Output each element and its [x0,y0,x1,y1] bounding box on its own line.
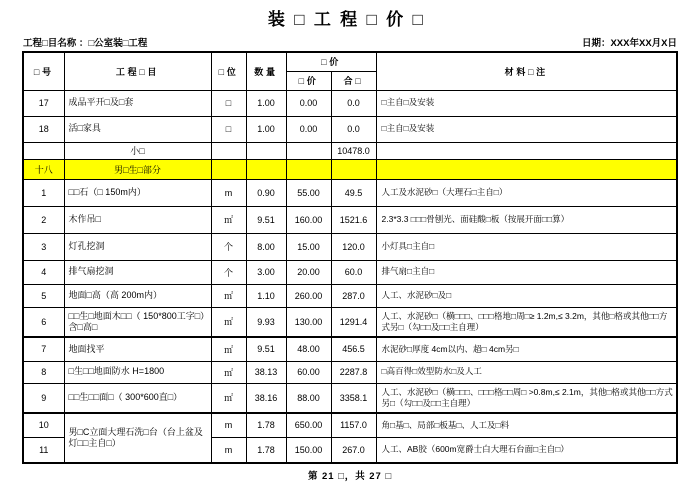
item-cell: 活□家具 [64,116,211,142]
col-header-serial: □号 [23,52,64,90]
table-row [23,233,677,260]
total-price-cell [331,159,376,179]
table-row [23,90,677,116]
serial-cell: 6 [23,307,64,337]
table-row [23,284,677,307]
table-row [23,307,677,337]
unit-price-cell: 48.00 [286,337,331,361]
quantity-cell: 0.90 [246,179,286,206]
total-price-cell: 0.0 [331,116,376,142]
quantity-cell: 1.00 [246,116,286,142]
serial-cell: 17 [23,90,64,116]
section-header-row [23,159,677,179]
quantity-cell: 9.51 [246,206,286,233]
unit-cell [211,142,246,159]
unit-cell: m [211,179,246,206]
material-note-cell: □高百得□效型防水□及人工 [376,361,677,383]
material-note-cell: □主自□及安装 [376,116,677,142]
subtotal-label-cell: 小□ [64,142,211,159]
unit-cell: ㎡ [211,284,246,307]
quantity-cell: 1.10 [246,284,286,307]
item-cell: □□生□□面□（ 300*600直□） [64,383,211,413]
material-note-cell: 人工、水泥砂□（横□□□、□□□格地□周□≥ 1.2m,≤ 3.2m，其他□格或其他□□方式另□（勾□□及□□主自理） [376,307,677,337]
quantity-cell: 1.78 [246,413,286,437]
unit-price-cell: 20.00 [286,260,331,284]
col-header-quantity: 数量 [246,52,286,90]
item-cell: 成品平开□及□套 [64,90,211,116]
project-name-label: 工程□目名称 ：□公室装□工程 [23,38,148,49]
material-note-cell: □主自□及安装 [376,90,677,116]
table-row [23,116,677,142]
serial-cell: 3 [23,233,64,260]
item-cell: □生□□地面防水 H=1800 [64,361,211,383]
quantity-cell: 38.16 [246,383,286,413]
serial-cell: 9 [23,383,64,413]
quantity-cell: 3.00 [246,260,286,284]
unit-cell: ㎡ [211,383,246,413]
unit-price-cell [286,142,331,159]
section-title-cell: 男□生□部分 [64,159,211,179]
unit-cell: 个 [211,233,246,260]
serial-cell: 7 [23,337,64,361]
unit-cell: ㎡ [211,307,246,337]
total-price-cell: 60.0 [331,260,376,284]
col-header-price-group: □价 [286,52,376,71]
unit-price-cell: 60.00 [286,361,331,383]
quantity-cell [246,142,286,159]
item-cell: 地面找平 [64,337,211,361]
total-price-cell: 49.5 [331,179,376,206]
unit-cell: □ [211,116,246,142]
item-cell: 排气扇挖洞 [64,260,211,284]
table-row [23,361,677,383]
section-number-cell: 十八 [23,159,64,179]
material-note-cell: 人工及水泥砂□（大理石□主自□） [376,179,677,206]
total-price-cell: 3358.1 [331,383,376,413]
table-header-row [23,52,677,71]
col-header-item: 工程□目 [64,52,211,90]
material-note-cell: 角□基□、局部□板基□、人工及□料 [376,413,677,437]
unit-price-cell: 0.00 [286,90,331,116]
quantity-cell: 9.93 [246,307,286,337]
total-price-cell: 1157.0 [331,413,376,437]
item-cell-merged: 男□C立面大理石洗□台（台上盆及灯□□主自□） [64,413,211,463]
table-row [23,179,677,206]
unit-price-cell: 88.00 [286,383,331,413]
table-row [23,337,677,361]
quantity-cell [246,159,286,179]
material-note-cell: 2.3*3.3 □□□骨刨光、面硅酸□板（按展开面□□算） [376,206,677,233]
quantity-cell: 1.00 [246,90,286,116]
item-cell: 地面□高（高 200m内） [64,284,211,307]
unit-price-cell [286,159,331,179]
unit-price-cell: 260.00 [286,284,331,307]
col-header-material-note: 材料□注 [376,52,677,90]
total-price-cell: 1291.4 [331,307,376,337]
material-note-cell: 水泥砂□厚度 4cm以内、超□ 4cm另□ [376,337,677,361]
subtotal-value-cell: 10478.0 [331,142,376,159]
material-note-cell [376,159,677,179]
item-cell: □□生□地面木□□（ 150*800工字□）含□高□ [64,307,211,337]
material-note-cell: 人工、水泥砂□（横□□□、□□□格□□周□ >0.8m,≤ 2.1m，其他□格或其他□□方式另□（勾□□及□□主自理） [376,383,677,413]
serial-cell: 1 [23,179,64,206]
unit-price-cell: 0.00 [286,116,331,142]
serial-cell: 11 [23,437,64,463]
item-cell: 木作吊□ [64,206,211,233]
material-note-cell: 排气扇□主自□ [376,260,677,284]
quantity-cell: 9.51 [246,337,286,361]
unit-price-cell: 55.00 [286,179,331,206]
material-note-cell: 人工、AB胶（600m宽爵士白大理石台面□主自□） [376,437,677,463]
material-note-cell: 小灯具□主自□ [376,233,677,260]
material-note-cell: 人工、水泥砂□及□ [376,284,677,307]
unit-cell: ㎡ [211,337,246,361]
item-cell: 灯孔挖洞 [64,233,211,260]
unit-cell: m [211,413,246,437]
quotation-table [22,51,678,464]
total-price-cell: 267.0 [331,437,376,463]
material-note-cell [376,142,677,159]
serial-cell: 8 [23,361,64,383]
unit-cell: 个 [211,260,246,284]
table-row [23,260,677,284]
serial-cell: 5 [23,284,64,307]
unit-price-cell: 15.00 [286,233,331,260]
unit-price-cell: 130.00 [286,307,331,337]
total-price-cell: 0.0 [331,90,376,116]
quantity-cell: 8.00 [246,233,286,260]
serial-cell: 18 [23,116,64,142]
unit-cell: ㎡ [211,361,246,383]
total-price-cell: 456.5 [331,337,376,361]
table-row [23,383,677,413]
col-header-unit-price: □价 [286,71,331,90]
date-label: 日期：XXX年XX月X日 [581,38,677,49]
info-row [22,35,678,49]
unit-cell: ㎡ [211,206,246,233]
total-price-cell: 1521.6 [331,206,376,233]
col-header-total: 合□ [331,71,376,90]
unit-cell: m [211,437,246,463]
serial-cell: 10 [23,413,64,437]
col-header-unit: □位 [211,52,246,90]
page-indicator: 第 21 □，共 27 □ [307,471,393,482]
item-cell: □□石（□ 150m内） [64,179,211,206]
unit-cell: □ [211,90,246,116]
quantity-cell: 38.13 [246,361,286,383]
quantity-cell: 1.78 [246,437,286,463]
page-title: 装□工程□价□ [267,10,433,29]
unit-price-cell: 650.00 [286,413,331,437]
table-row [23,413,677,437]
table-row [23,206,677,233]
serial-cell: 2 [23,206,64,233]
serial-cell: 4 [23,260,64,284]
unit-cell [211,159,246,179]
total-price-cell: 2287.8 [331,361,376,383]
unit-price-cell: 150.00 [286,437,331,463]
unit-price-cell: 160.00 [286,206,331,233]
subtotal-row [23,142,677,159]
total-price-cell: 287.0 [331,284,376,307]
total-price-cell: 120.0 [331,233,376,260]
serial-cell [23,142,64,159]
